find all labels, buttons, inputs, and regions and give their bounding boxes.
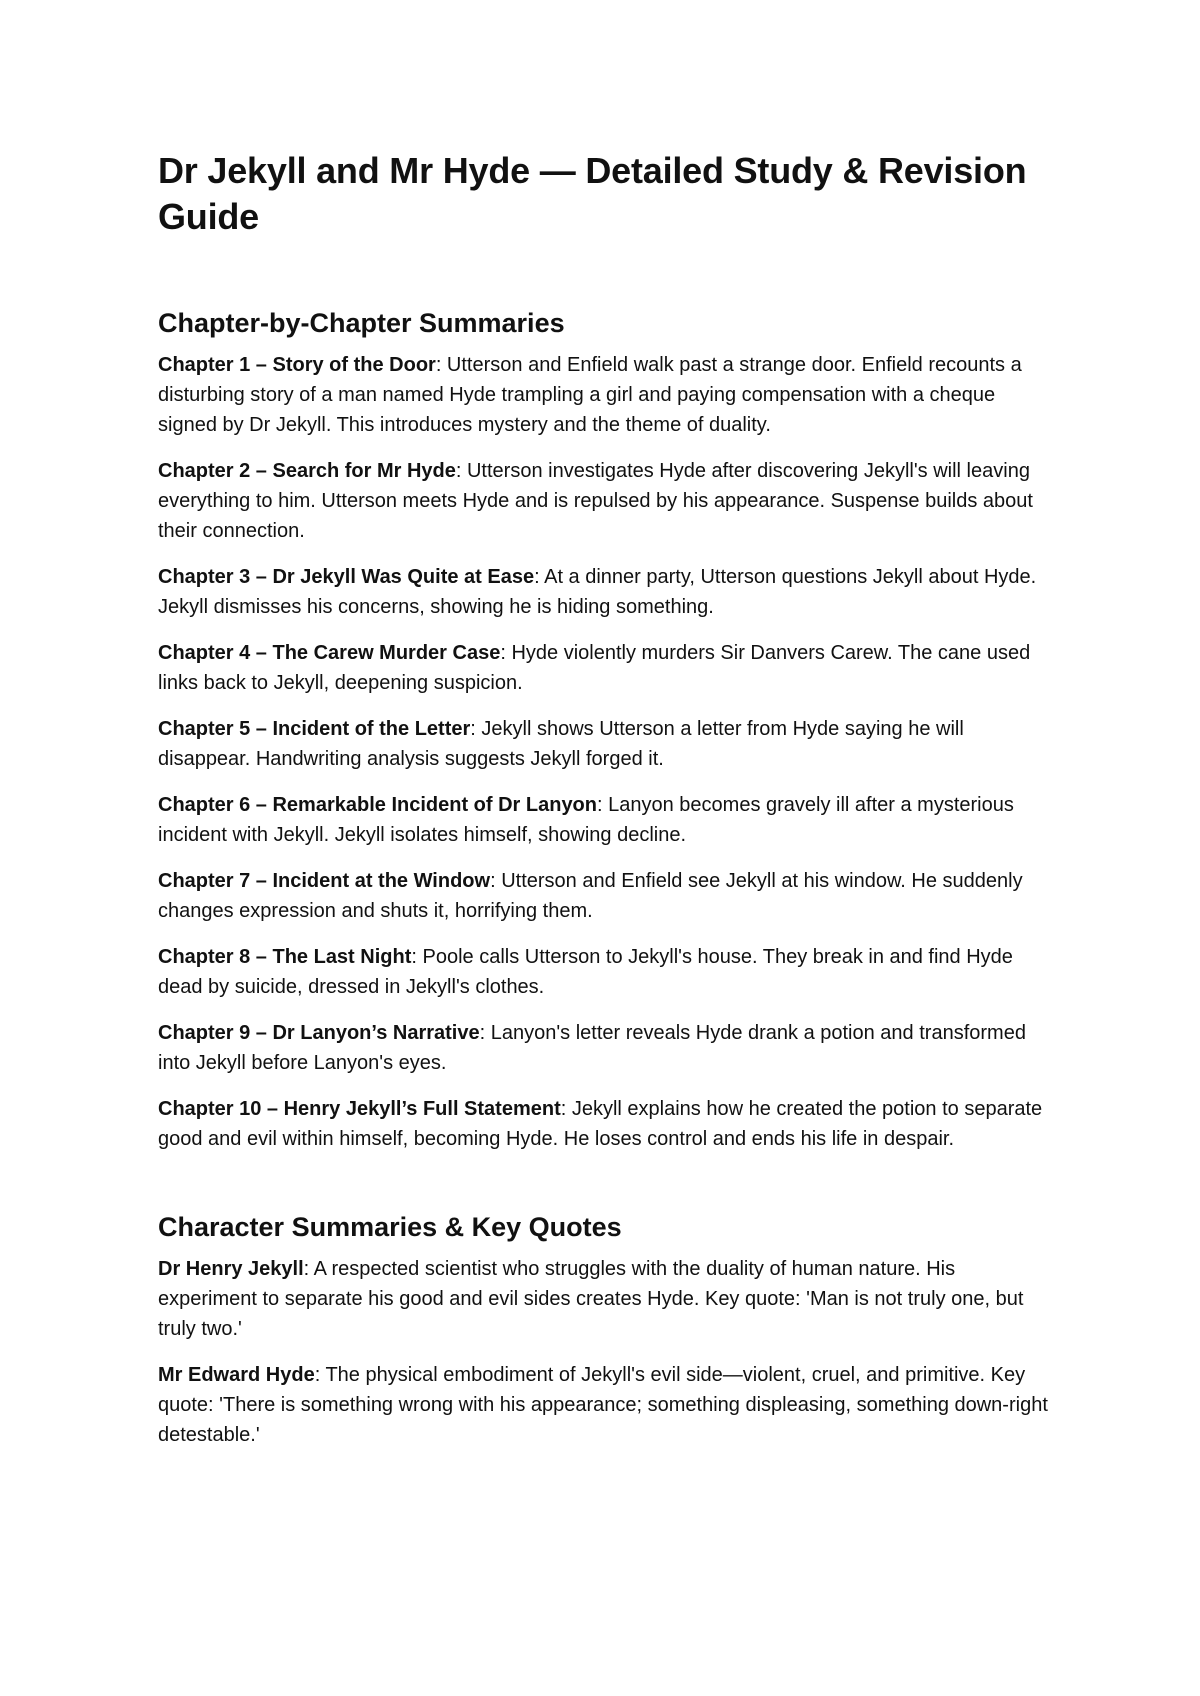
- chapter-4-text: : Hyde violently murders Sir Danvers Carew. The cane used links back to Jekyll, deepening suspicion.: [158, 642, 1031, 694]
- chapter-7-title: Chapter 7 – Incident at the Window: [158, 870, 491, 892]
- characters-heading: Character Summaries & Key Quotes: [158, 1212, 622, 1242]
- chapter-9-summary: [158, 1018, 1048, 1078]
- chapter-7-text: : Utterson and Enfield see Jekyll at his window. He suddenly changes expression and shuts it, horrifying them.: [158, 870, 1023, 922]
- chapter-10-title: Chapter 10 – Henry Jekyll’s Full Statement: [158, 1098, 561, 1120]
- chapter-10-text: : Jekyll explains how he created the potion to separate good and evil within himself, becoming Hyde. He loses control and ends his life in despair.: [158, 1098, 1043, 1150]
- chapter-2-title: Chapter 2 – Search for Mr Hyde: [158, 460, 456, 482]
- chapters-heading: Chapter-by-Chapter Summaries: [158, 308, 565, 338]
- chapter-1-text: : Utterson and Enfield walk past a strange door. Enfield recounts a disturbing story of a man named Hyde trampling a girl and paying compensation with a cheque signed by Dr Jekyll. This introduces mystery and the theme of duality.: [158, 354, 1022, 436]
- chapter-6-text: : Lanyon becomes gravely ill after a mysterious incident with Jekyll. Jekyll isolates himself, showing decline.: [158, 794, 1014, 846]
- character-jekyll-name: Dr Henry Jekyll: [158, 1258, 304, 1280]
- chapter-8-title: Chapter 8 – The Last Night: [158, 946, 412, 968]
- document-page: [158, 148, 1058, 1450]
- chapter-5-title: Chapter 5 – Incident of the Letter: [158, 718, 471, 740]
- chapter-6-summary: [158, 790, 1048, 850]
- chapter-2-summary: [158, 456, 1048, 546]
- chapter-8-summary: [158, 942, 1048, 1002]
- chapter-8-text: : Poole calls Utterson to Jekyll's house. They break in and find Hyde dead by suicide, dressed in Jekyll's clothes.: [158, 946, 1013, 998]
- chapter-3-title: Chapter 3 – Dr Jekyll Was Quite at Ease: [158, 566, 535, 588]
- character-jekyll-text: : A respected scientist who struggles with the duality of human nature. His experiment to separate his good and evil sides creates Hyde. Key quote: 'Man is not truly one, but truly two.': [158, 1258, 1024, 1340]
- chapter-1-title: Chapter 1 – Story of the Door: [158, 354, 436, 376]
- chapter-2-text: : Utterson investigates Hyde after discovering Jekyll's will leaving everything to him. Utterson meets Hyde and is repulsed by his appearance. Suspense builds about their connection.: [158, 460, 1033, 542]
- character-hyde-summary: [158, 1360, 1048, 1450]
- chapter-5-text: : Jekyll shows Utterson a letter from Hyde saying he will disappear. Handwriting analysis suggests Jekyll forged it.: [158, 718, 964, 770]
- character-hyde-name: Mr Edward Hyde: [158, 1364, 315, 1386]
- chapter-4-summary: [158, 638, 1048, 698]
- chapter-9-text: : Lanyon's letter reveals Hyde drank a potion and transformed into Jekyll before Lanyon's eyes.: [158, 1022, 1026, 1074]
- character-summaries-list: [158, 1254, 1058, 1450]
- chapter-4-title: Chapter 4 – The Carew Murder Case: [158, 642, 501, 664]
- chapter-1-summary: [158, 350, 1048, 440]
- document-title: Dr Jekyll and Mr Hyde — Detailed Study & Revision Guide: [158, 150, 1027, 237]
- character-hyde-text: : The physical embodiment of Jekyll's evil side—violent, cruel, and primitive. Key quote: 'There is something wrong with his appearance; something displeasing, something down-right detestable.': [158, 1364, 1048, 1446]
- chapter-6-title: Chapter 6 – Remarkable Incident of Dr Lanyon: [158, 794, 597, 816]
- chapter-7-summary: [158, 866, 1048, 926]
- chapter-3-text: : At a dinner party, Utterson questions Jekyll about Hyde. Jekyll dismisses his concerns, showing he is hiding something.: [158, 566, 1037, 618]
- chapter-summaries-list: [158, 350, 1058, 1154]
- chapter-9-title: Chapter 9 – Dr Lanyon’s Narrative: [158, 1022, 480, 1044]
- chapter-3-summary: [158, 562, 1048, 622]
- chapter-5-summary: [158, 714, 1048, 774]
- chapter-10-summary: [158, 1094, 1048, 1154]
- character-jekyll-summary: [158, 1254, 1048, 1344]
